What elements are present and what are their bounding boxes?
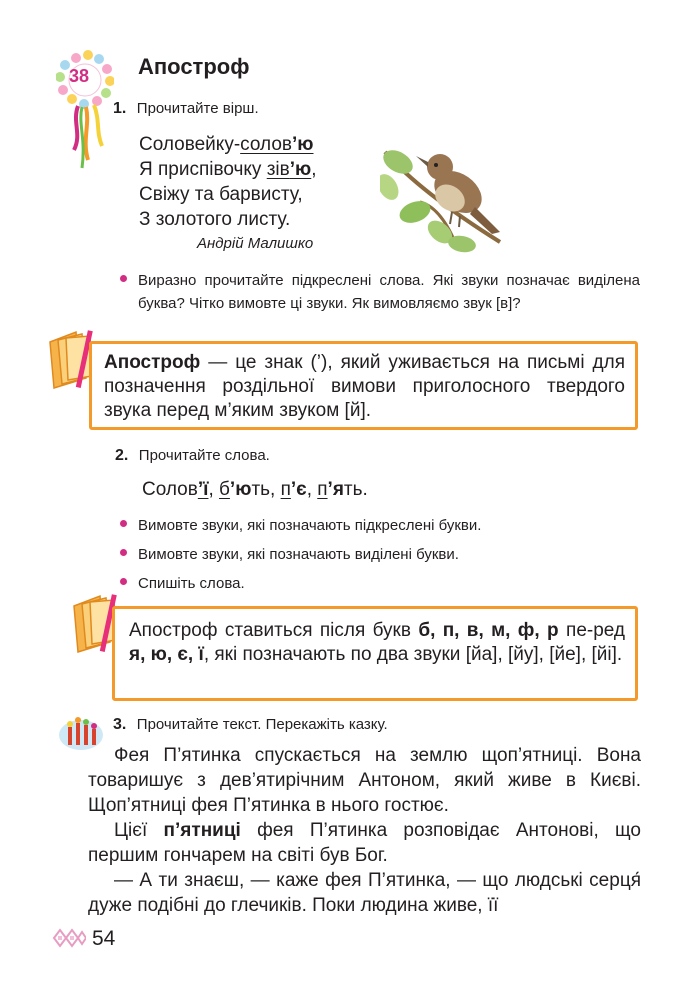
lesson-number: 38 (68, 66, 90, 86)
story-paragraph-3-text: — А ти знаєш, — каже фея П’ятинка, — що людські серця́ дуже подібні до глечиків. Поки людина живе, її (88, 870, 641, 916)
task-2-bullet (120, 572, 620, 596)
story-paragraph-1-text: Фея П’ятинка спускається на землю щоп’ятниці. Вона товаришує з дев’ятирічним Антоном, який живе в Києві. Щоп’ятниці фея П’ятинка в нього гостює. (88, 745, 641, 816)
bullet-icon (120, 578, 127, 585)
word-separator: , (208, 479, 220, 500)
poem-line-2-end: , (311, 159, 317, 180)
task-3-number: 3. (113, 716, 127, 733)
poem-underlined-word-1 (240, 134, 313, 155)
word-1-part: Солов (142, 479, 198, 500)
story-p2-pre: Цієї (114, 820, 164, 841)
rule-box-apostrophe-definition (89, 341, 638, 430)
rule-2-mid: пе-ред (558, 620, 626, 641)
story-paragraph-2 (88, 818, 641, 868)
word-2-end: ть, (251, 479, 281, 500)
rule-2-vowels: я, ю, є, ї (129, 644, 204, 665)
nightingale-bird-icon (380, 132, 510, 257)
page-number: 54 (92, 927, 116, 950)
word-separator: , (306, 479, 318, 500)
rule-2-letters: б, п, в, м, ф, р (418, 620, 559, 641)
ornament-pattern-icon (52, 926, 86, 950)
rule-2-post: , які позначають по два звуки [йа], [йу], [йе], [йі]. (203, 644, 623, 665)
task-2-words (142, 479, 368, 501)
word-1-highlight: ’ї (197, 479, 209, 500)
task-3-header (113, 716, 388, 734)
task-2-bullet-2-text: Вимовте звуки, які позначають виділені букви. (138, 546, 459, 563)
poem-underlined-word-2 (267, 159, 312, 180)
rule-1-body: — це знак (’), який уживається на письмі для позначення роздільної вимови приголосного твердого звука перед м’яким звуком [й]. (104, 352, 625, 421)
page-title: Апостроф (138, 54, 250, 79)
rule-2-pre: Апостроф ставиться після букв (129, 620, 419, 641)
rule-1-term: Апостроф (104, 352, 201, 373)
poem-highlight-1: ’ю (291, 134, 314, 155)
bullet-icon (120, 275, 127, 282)
task-1-question-text: Виразно прочитайте підкреслені слова. Які звуки позначає виділена буква? Чітко вимовте ці звуки. Як вимовляємо звук [в]? (138, 272, 640, 312)
task-2-instruction: Прочитайте слова. (138, 447, 270, 464)
task-2-bullet-3-text: Спишіть слова. (138, 575, 245, 592)
story-p2-post: фея П’ятинка розповідає Антонові, що першим гончарем на світі був Бог. (88, 820, 642, 866)
word-4-end: ть. (343, 479, 368, 500)
word-2-underlined: б (219, 479, 230, 500)
task-3-instruction: Прочитайте текст. Перекажіть казку. (136, 716, 388, 733)
story-paragraph-1 (88, 743, 641, 818)
task-1-number: 1. (113, 100, 127, 117)
word-4-underlined: п (317, 479, 328, 500)
task-2-bullet (120, 514, 620, 538)
task-2-bullet (120, 543, 620, 567)
task-1-question (120, 269, 640, 339)
task-2-header (115, 447, 270, 465)
rule-1-text (104, 351, 625, 423)
poem-line-1 (139, 132, 317, 157)
bullet-icon (120, 520, 127, 527)
bullet-icon (120, 549, 127, 556)
story-p2-bold: п’ятниці (163, 820, 241, 841)
task-2-bullet-1-text: Вимовте звуки, які позначають підкреслені букви. (138, 517, 482, 534)
task-1-header (113, 100, 259, 118)
task-2-number: 2. (115, 447, 129, 464)
poem-line-4: З золотого листу. (139, 209, 291, 230)
story-paragraph-3 (88, 868, 641, 918)
poem-underlined-2-part: зів (266, 159, 290, 180)
word-3-highlight: ’є (290, 479, 307, 500)
poem-underlined-1-part: солов (240, 134, 292, 155)
poem (139, 132, 317, 232)
word-3-underlined: п (280, 479, 291, 500)
word-4-highlight: ’я (327, 479, 344, 500)
poem-line-1-text: Соловейку- (139, 134, 241, 155)
task-1-instruction: Прочитайте вірш. (136, 100, 259, 117)
poem-highlight-2: ’ю (289, 159, 312, 180)
poem-line-3: Свіжу та барвисту, (139, 184, 303, 205)
rule-2-text (129, 619, 625, 667)
rule-box-apostrophe-usage (112, 606, 638, 701)
word-2-highlight: ’ю (229, 479, 252, 500)
poem-line-2 (139, 157, 317, 182)
word-1-underlined (198, 479, 209, 500)
poem-line-2-text: Я приспівочку (139, 159, 267, 180)
poem-author: Андрій Малишко (197, 235, 314, 252)
